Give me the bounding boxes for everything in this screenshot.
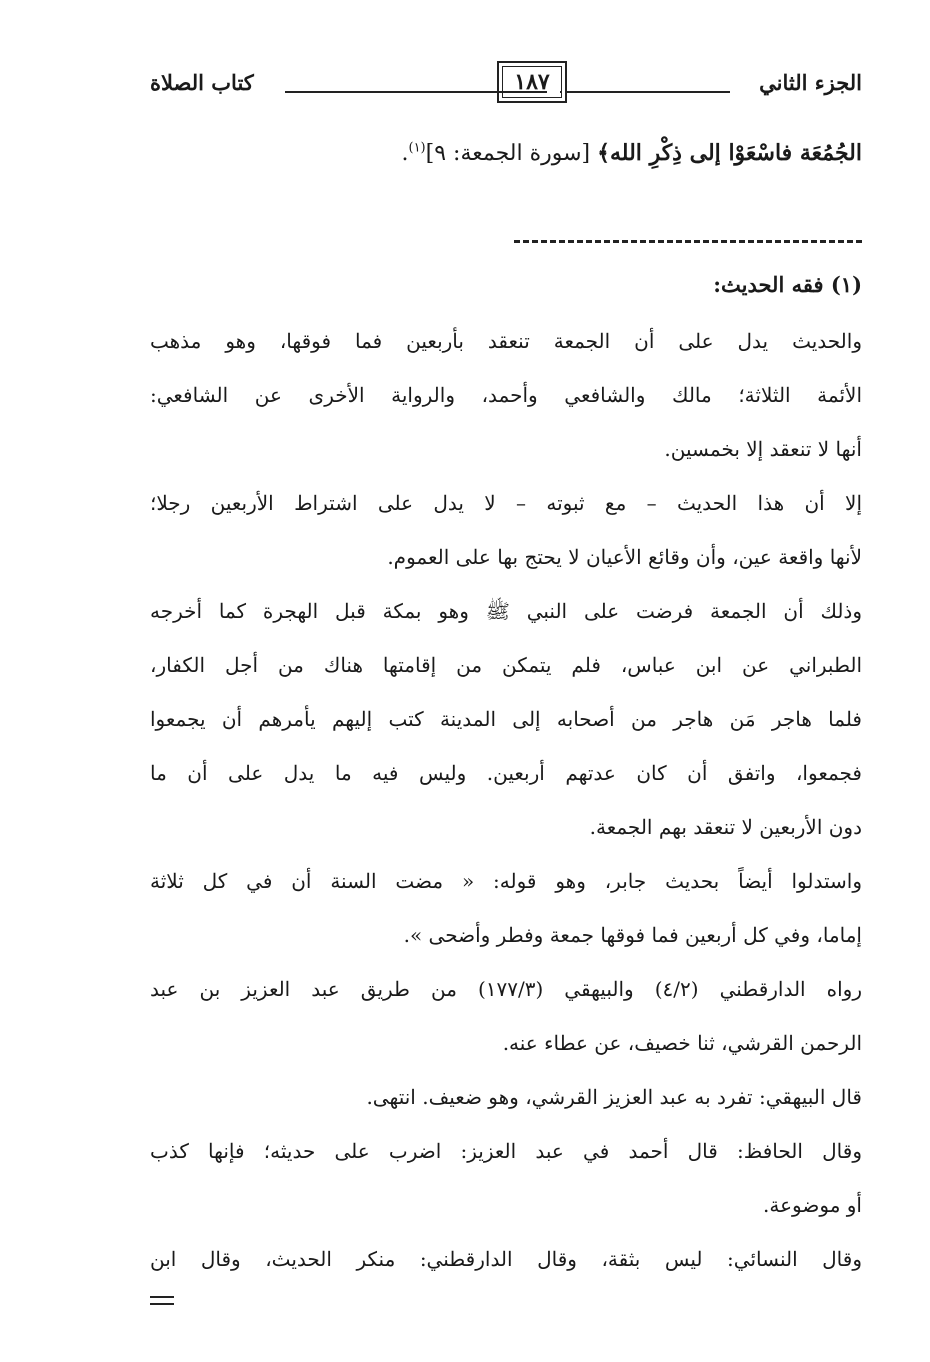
footnote-line: إلا أن هذا الحديث – مع ثبوته – لا يدل على اشتراط الأربعين رجلا؛ <box>150 491 862 515</box>
verse-text: الجُمُعَة فاسْعَوْا إلى ذِكْرِ الله﴾ <box>597 140 862 166</box>
footnote-line: واستدلوا أيضاً بحديث جابر، وهو قوله: « مضت السنة أن في كل ثلاثة <box>150 869 862 893</box>
footnote-reference: (١) <box>408 140 426 156</box>
header-part-title: الجزء الثاني <box>759 70 862 95</box>
verse-end: . <box>401 141 409 166</box>
footnote-line: فلما هاجر مَن هاجر من أصحابه إلى المدينة كتب إليهم يأمرهم أن يجمعوا <box>150 707 862 731</box>
document-page <box>150 58 862 1271</box>
footnote-line: لأنها واقعة عين، وأن وقائع الأعيان لا يحتج بها على العموم. <box>387 545 862 569</box>
footnote-line: قال البيهقي: تفرد به عبد العزيز القرشي، وهو ضعيف. انتهى. <box>366 1085 862 1109</box>
header-rule-right <box>560 91 730 93</box>
footnote-line: وذلك أن الجمعة فرضت على النبي ﷺ وهو بمكة قبل الهجرة كما أخرجه <box>150 599 862 623</box>
footnote-line: والحديث يدل على أن الجمعة تنعقد بأربعين فما فوقها، وهو مذهب <box>150 329 862 353</box>
page-number: ١٨٧ <box>497 61 567 103</box>
footnote-title: (١) فقه الحديث: <box>713 272 862 297</box>
running-header <box>150 58 862 108</box>
footnote-line: أنها لا تنعقد إلا بخمسين. <box>664 437 862 461</box>
quran-verse-line <box>401 140 862 166</box>
continuation-mark <box>150 1296 174 1308</box>
footnote-line: الأئمة الثلاثة؛ مالك والشافعي وأحمد، والرواية الأخرى عن الشافعي: <box>150 383 862 407</box>
footnote-line: وقال النسائي: ليس بثقة، وقال الدارقطني: منكر الحديث، وقال ابن <box>150 1247 862 1271</box>
verse-citation: [سورة الجمعة: ٩] <box>425 141 591 166</box>
footnote-line: إماما، وفي كل أربعين فما فوقها جمعة وفطر وأضحى ». <box>403 923 862 947</box>
footnote-line: دون الأربعين لا تنعقد بهم الجمعة. <box>589 815 862 839</box>
footnote-line: أو موضوعة. <box>763 1193 862 1217</box>
footnote-line: وقال الحافظ: قال أحمد في عبد العزيز: اضرب على حديثه؛ فإنها كذب <box>150 1139 862 1163</box>
footnote-line: رواه الدارقطني (٤/٢) والبيهقي (١٧٧/٣) من طريق عبد العزيز بن عبد <box>150 977 862 1001</box>
footnote-line: الرحمن القرشي، ثنا خصيف، عن عطاء عنه. <box>502 1031 862 1055</box>
footnote-line: الطبراني عن ابن عباس، فلم يتمكن من إقامتها هناك من أجل الكفار، <box>150 653 862 677</box>
footnote-line: فجمعوا، واتفق أن كان عدتهم أربعين. وليس فيه ما يدل على أن ما <box>150 761 862 785</box>
footnote-divider <box>514 240 862 243</box>
header-book-title: كتاب الصلاة <box>150 70 254 95</box>
header-rule-left <box>285 91 547 93</box>
